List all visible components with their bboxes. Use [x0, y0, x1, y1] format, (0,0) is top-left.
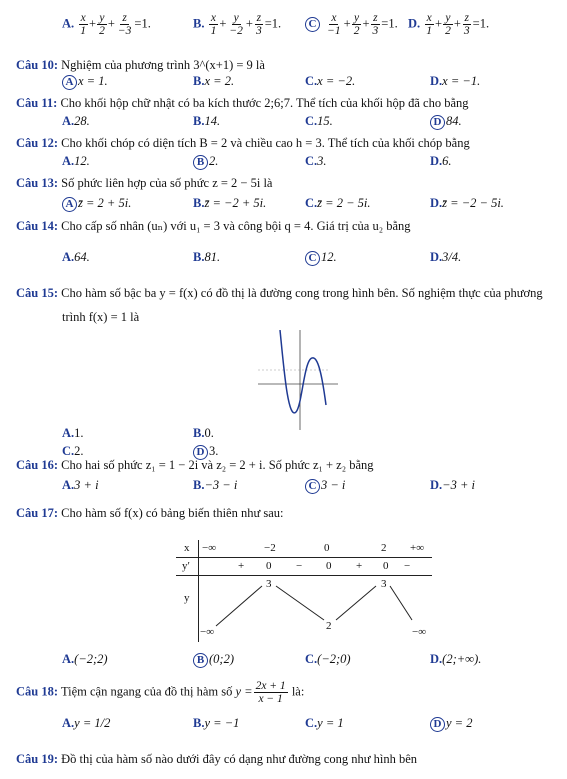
q10-option-2: [305, 74, 355, 89]
q11-option-text: 15.: [317, 114, 333, 128]
q16-option-text: −3 − i: [204, 478, 238, 492]
q14-option-1: [193, 250, 220, 265]
q19-stem: [16, 752, 417, 767]
q14-option-text: 81.: [204, 250, 221, 264]
q13-option-2: [305, 196, 371, 211]
q16-option-3: [430, 478, 475, 493]
q12-label: Câu 12:: [16, 136, 59, 150]
q12-text: Cho khối chóp có diện tích B = 2 và chiều cao h = 3. Thể tích của khối chóp bằng: [61, 136, 470, 150]
q10-text: Nghiệm của phương trình 3^(x+1) = 9 là: [61, 58, 265, 72]
q17-option-label: B: [193, 653, 208, 668]
q9-option-b: B. $\frac{x}{1}$ + $\frac{y}{-2}$ + $\frac{z}{3}$ =1.: [193, 12, 282, 37]
table-sign: 0: [383, 560, 389, 572]
q16-option-label: C: [305, 479, 320, 494]
q18-option-text: y = 2: [446, 716, 473, 730]
q10-option-text: x = −2.: [317, 74, 356, 88]
q12-option-0: [62, 154, 90, 169]
q14-option-label: D.: [430, 250, 443, 264]
q16-text: Cho hai số phức z₁ = 1 − 2i và z₂ = 2 + i. Số phức z₁ + z₂ bằng: [61, 458, 374, 472]
q18-option-text: y = 1/2: [74, 716, 111, 730]
q13-option-3: [430, 196, 504, 211]
q18-option-label: D: [430, 717, 445, 732]
table-yv: 2: [326, 620, 332, 632]
q15-option-0: [62, 426, 84, 441]
q18-text: Tiệm cận ngang của đồ thị hàm số: [60, 684, 233, 699]
q11-option-label: D: [430, 115, 445, 130]
q11-option-label: C.: [305, 114, 318, 128]
table-xv: 0: [324, 542, 330, 554]
q16-option-text: 3 + i: [74, 478, 99, 492]
q18-fraction: [254, 680, 288, 705]
q17-option-text: (2;+∞).: [442, 652, 482, 666]
q9-option-c: C $\frac{x}{-1}$ + $\frac{y}{2}$ + $\frac{z}{3}$ =1.: [305, 12, 398, 37]
q11-option-label: A.: [62, 114, 75, 128]
q10-option-label: A: [62, 75, 77, 90]
q15-option-label: B.: [193, 426, 205, 440]
q17-option-label: D.: [430, 652, 443, 666]
q13-option-text: z̄ = 2 − 5i.: [317, 196, 371, 210]
q9-option-a: A. $\frac{x}{1}$ + $\frac{y}{2}$ + $\frac{z}{-3}$ =1.: [62, 12, 151, 37]
q10-option-3: [430, 74, 480, 89]
q10-option-0: [62, 74, 108, 90]
q14-label: Câu 14:: [16, 219, 59, 233]
table-xv: −∞: [202, 542, 217, 554]
q15-option-text: 2.: [74, 444, 84, 458]
q12-option-2: [305, 154, 327, 169]
q11-option-text: 84.: [446, 114, 462, 128]
q12-option-label: D.: [430, 154, 443, 168]
q17-option-0: [62, 652, 108, 667]
q11-option-1: [193, 114, 220, 129]
table-sign: +: [356, 560, 363, 572]
q17-option-text: (−2;2): [74, 652, 108, 666]
q13-stem: [16, 176, 272, 191]
q10-label: Câu 10:: [16, 58, 59, 72]
q9-option-d: D. $\frac{x}{1}$ + $\frac{y}{2}$ + $\frac{z}{3}$ =1.: [408, 12, 490, 37]
q16-option-text: 3 − i: [321, 478, 346, 492]
table-x-label: x: [184, 542, 190, 554]
q16-option-1: [193, 478, 237, 493]
table-y-label: y: [184, 592, 190, 604]
q12-option-label: A.: [62, 154, 75, 168]
q18-option-label: A.: [62, 716, 75, 730]
q10-option-text: x = 2.: [204, 74, 235, 88]
table-sign: −: [404, 560, 411, 572]
table-yv: 3: [381, 578, 387, 590]
variation-table: [176, 540, 432, 642]
q14-text: Cho cấp số nhân (uₙ) với u₁ = 3 và công bội q = 4. Giá trị của u₂ bằng: [61, 219, 411, 233]
q15-option-text: 1.: [74, 426, 84, 440]
q11-option-text: 14.: [204, 114, 221, 128]
q13-option-label: D.: [430, 196, 443, 210]
table-xv: 2: [381, 542, 387, 554]
q18-num: 2x + 1: [255, 680, 286, 692]
table-yv: 3: [266, 578, 272, 590]
q16-option-label: D.: [430, 478, 443, 492]
q12-option-label: C.: [305, 154, 318, 168]
table-xv: +∞: [410, 542, 425, 554]
q14-option-0: [62, 250, 90, 265]
q16-option-2: [305, 478, 345, 494]
table-yv: −∞: [412, 626, 427, 638]
q12-option-1: [193, 154, 218, 170]
table-sign: −: [296, 560, 303, 572]
q15-option-text: 0.: [204, 426, 214, 440]
q11-label: Câu 11:: [16, 96, 58, 110]
q17-option-1: [193, 652, 234, 668]
table-sign: +: [238, 560, 245, 572]
q17-option-2: [305, 652, 351, 667]
q11-option-3: [430, 114, 462, 130]
q18-option-3: [430, 716, 472, 732]
q13-option-text: z̄ = 2 + 5i.: [78, 196, 132, 210]
q15-text2: trình f(x) = 1 là: [62, 310, 140, 324]
q13-option-label: B.: [193, 196, 205, 210]
q18-den: x − 1: [258, 693, 283, 705]
q18-tail: là:: [291, 684, 305, 699]
q17-option-text: (−2;0): [317, 652, 351, 666]
q16-option-0: [62, 478, 99, 493]
q11-text: Cho khối hộp chữ nhật có ba kích thước 2;6;7. Thể tích của khối hộp đã cho bằng: [60, 96, 469, 110]
q13-text: Số phức liên hợp của số phức z = 2 − 5i là: [61, 176, 273, 190]
q15-text: Cho hàm số bậc ba y = f(x) có đồ thị là đường cong trong hình bên. Số nghiệm thực của phương: [61, 286, 543, 300]
q12-option-3: [430, 154, 452, 169]
table-yp-label: y′: [182, 560, 190, 572]
q13-option-1: [193, 196, 266, 211]
table-sign: 0: [326, 560, 332, 572]
q11-option-label: B.: [193, 114, 205, 128]
q11-stem: [16, 96, 469, 111]
q10-option-text: x = 1.: [78, 74, 108, 88]
q18-fn-lhs: y =: [235, 684, 253, 699]
q15-option-label: A.: [62, 426, 75, 440]
q13-option-text: z̄ = −2 + 5i.: [204, 196, 267, 210]
q19-label: Câu 19:: [16, 752, 59, 766]
q15-stem: [16, 286, 543, 301]
q11-option-text: 28.: [74, 114, 90, 128]
table-xv: −2: [264, 542, 276, 554]
q12-option-label: B: [193, 155, 208, 170]
q11-option-2: [305, 114, 333, 129]
q13-option-label: C.: [305, 196, 318, 210]
q18-label: Câu 18:: [16, 684, 59, 699]
q18-option-2: [305, 716, 344, 731]
q15-option-2: [62, 444, 84, 459]
q17-option-text: (0;2): [209, 652, 234, 666]
q16-stem: [16, 458, 374, 473]
q14-option-text: 64.: [74, 250, 90, 264]
q18-option-text: y = 1: [317, 716, 344, 730]
table-sign: 0: [266, 560, 272, 572]
table-yv: −∞: [200, 626, 215, 638]
q15-label: Câu 15:: [16, 286, 59, 300]
q17-text: Cho hàm số f(x) có bảng biến thiên như sau:: [61, 506, 284, 520]
q14-option-label: A.: [62, 250, 75, 264]
q18-option-1: [193, 716, 239, 731]
q16-option-text: −3 + i: [442, 478, 475, 492]
q10-option-label: B.: [193, 74, 205, 88]
q14-option-label: B.: [193, 250, 205, 264]
q18-option-text: y = −1: [204, 716, 240, 730]
q13-option-0: [62, 196, 131, 212]
q18-option-0: [62, 716, 110, 731]
q10-option-label: D.: [430, 74, 443, 88]
q14-stem: [16, 218, 411, 234]
q17-label: Câu 17:: [16, 506, 59, 520]
q12-option-text: 2.: [209, 154, 219, 168]
q10-option-label: C.: [305, 74, 318, 88]
q17-option-label: C.: [305, 652, 318, 666]
q12-option-text: 6.: [442, 154, 452, 168]
q15-option-text: 3.: [209, 444, 219, 458]
q18-option-label: C.: [305, 716, 318, 730]
q16-option-label: B.: [193, 478, 205, 492]
q14-option-2: [305, 250, 337, 266]
table-arrows: [176, 540, 432, 642]
q14-option-label: C: [305, 251, 320, 266]
q13-option-text: z̄ = −2 − 5i.: [442, 196, 504, 210]
q14-option-3: [430, 250, 461, 265]
q17-option-3: [430, 652, 481, 667]
q10-option-text: x = −1.: [442, 74, 481, 88]
q17-stem: [16, 506, 284, 521]
q18-option-label: B.: [193, 716, 205, 730]
q12-option-text: 3.: [317, 154, 327, 168]
q13-label: Câu 13:: [16, 176, 59, 190]
q16-label: Câu 16:: [16, 458, 59, 472]
q12-stem: [16, 136, 470, 151]
q15-option-label: D: [193, 445, 208, 460]
cubic-graph: [258, 330, 338, 430]
q14-option-text: 3/4.: [442, 250, 462, 264]
q15-option-label: C.: [62, 444, 75, 458]
q18-stem: [16, 680, 304, 705]
q10-stem: [16, 58, 265, 73]
q12-option-text: 12.: [74, 154, 90, 168]
q17-option-label: A.: [62, 652, 75, 666]
q11-option-0: [62, 114, 90, 129]
q14-option-text: 12.: [321, 250, 337, 264]
q10-option-1: [193, 74, 234, 89]
q13-option-label: A: [62, 197, 77, 212]
q16-option-label: A.: [62, 478, 75, 492]
q19-text: Đồ thị của hàm số nào dưới đây có dạng như đường cong như hình bên: [61, 752, 418, 766]
q15-option-1: [193, 426, 214, 441]
